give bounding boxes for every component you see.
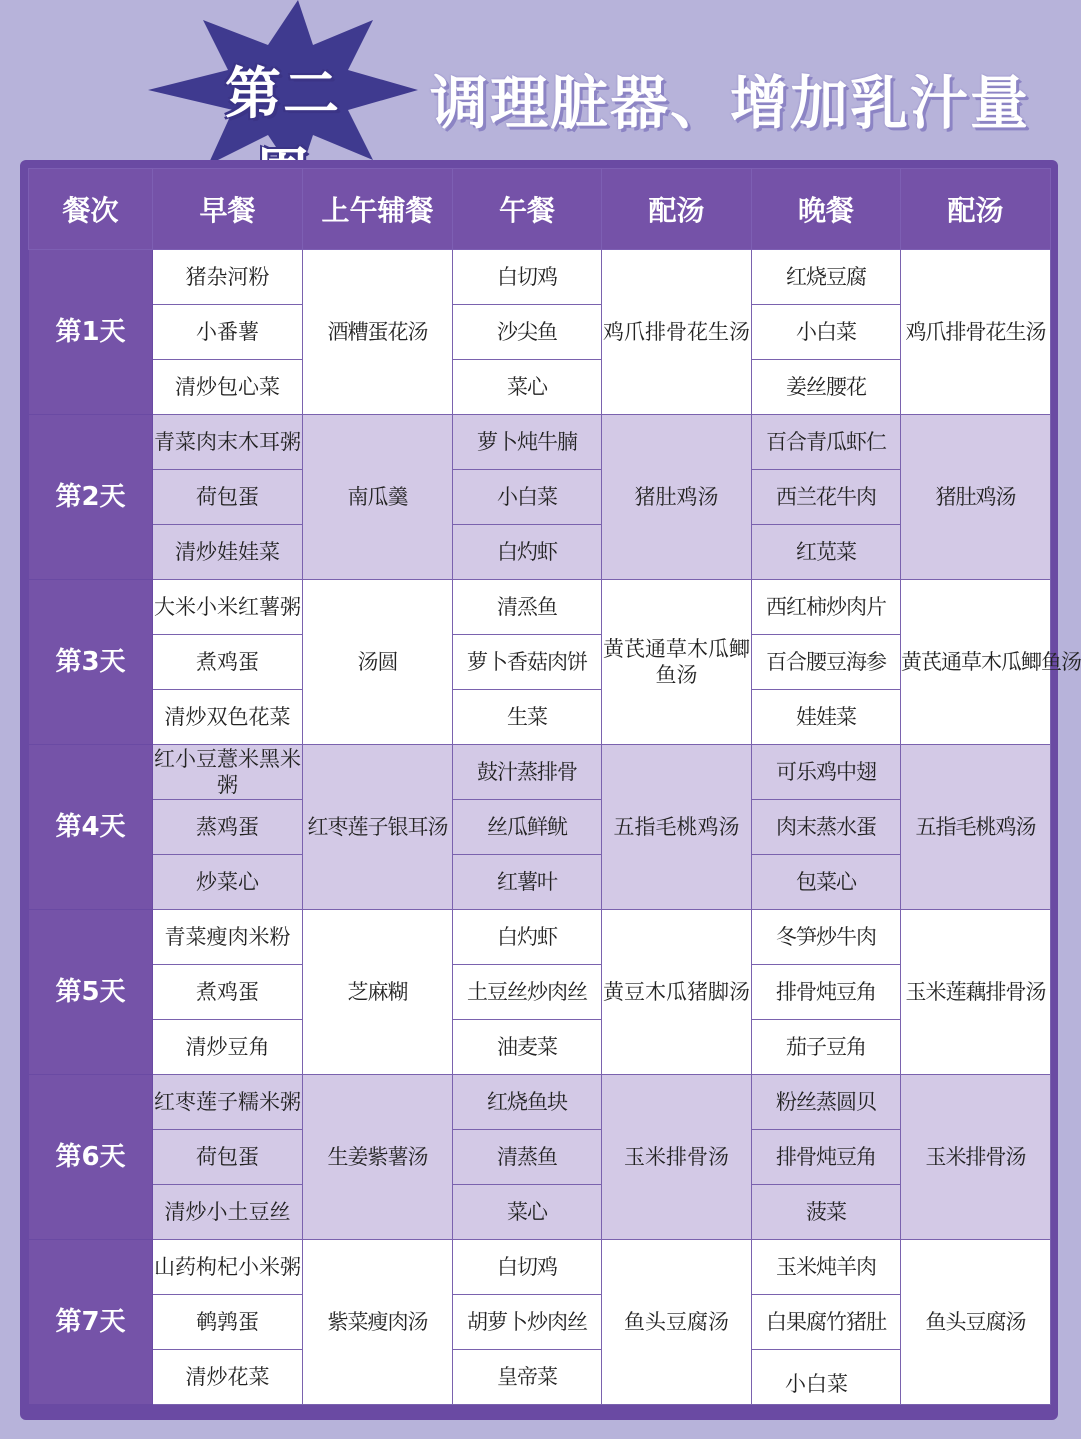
week-badge: 第二 (225, 62, 341, 127)
dinner-item: 红烧豆腐 (752, 250, 901, 305)
breakfast-item: 清炒小土豆丝 (153, 1185, 303, 1240)
column-header: 早餐 (153, 169, 303, 250)
lunch-item: 土豆丝炒肉丝 (453, 965, 602, 1020)
table-row (29, 360, 1051, 415)
dinner-item: 百合腰豆海参 (752, 635, 901, 690)
dinner-item: 西兰花牛肉 (752, 470, 901, 525)
snack-item: 芝麻糊 (303, 910, 453, 1075)
lunch-item: 胡萝卜炒肉丝 (453, 1295, 602, 1350)
table-row (29, 635, 1051, 690)
snack-item: 红枣莲子银耳汤 (303, 745, 453, 910)
lunch-item: 小白菜 (453, 470, 602, 525)
table-row (29, 1185, 1051, 1240)
lunch-item: 油麦菜 (453, 1020, 602, 1075)
snack-item: 汤圆 (303, 580, 453, 745)
lunch-item: 生菜 (453, 690, 602, 745)
dinner-item: 玉米炖羊肉 (752, 1240, 901, 1295)
dinner-item: 西红柿炒肉片 (752, 580, 901, 635)
dinner-item: 肉末蒸水蛋 (752, 800, 901, 855)
breakfast-item: 炒菜心 (153, 855, 303, 910)
snack-item: 南瓜羹 (303, 415, 453, 580)
breakfast-item: 大米小米红薯粥 (153, 580, 303, 635)
breakfast-item: 煮鸡蛋 (153, 635, 303, 690)
breakfast-item: 清炒双色花菜 (153, 690, 303, 745)
lunch-item: 清蒸鱼 (453, 1130, 602, 1185)
dinner-item: 百合青瓜虾仁 (752, 415, 901, 470)
dinner-soup: 玉米排骨汤 (901, 1075, 1051, 1240)
snack-item: 酒糟蛋花汤 (303, 250, 453, 415)
breakfast-item: 清炒包心菜 (153, 360, 303, 415)
table-row (29, 690, 1051, 745)
lunch-item: 红薯叶 (453, 855, 602, 910)
breakfast-item: 荷包蛋 (153, 1130, 303, 1185)
lunch-soup: 鸡爪排骨花生汤 (602, 250, 752, 415)
header-row (29, 169, 1051, 250)
column-header: 配汤 (602, 169, 752, 250)
day-label: 第3天 (29, 580, 153, 745)
table-row (29, 965, 1051, 1020)
dinner-item: 菠菜 (752, 1185, 901, 1240)
column-header: 午餐 (453, 169, 602, 250)
page-title: 调理脏器、增加乳汁量 (430, 69, 1031, 137)
dinner-item: 排骨炖豆角 (752, 965, 901, 1020)
meal-plan-table (28, 168, 1081, 1405)
lunch-item: 菜心 (453, 360, 602, 415)
dinner-item: 可乐鸡中翅 (752, 745, 901, 800)
dinner-soup: 玉米莲藕排骨汤 (901, 910, 1051, 1075)
breakfast-item: 山药枸杞小米粥 (153, 1240, 303, 1295)
title-area (0, 0, 1080, 160)
lunch-item: 白灼虾 (453, 525, 602, 580)
breakfast-item: 煮鸡蛋 (153, 965, 303, 1020)
dinner-item: 冬笋炒牛肉 (752, 910, 901, 965)
lunch-item: 白灼虾 (453, 910, 602, 965)
snack-item: 紫菜瘦肉汤 (303, 1240, 453, 1405)
lunch-soup: 猪肚鸡汤 (602, 415, 752, 580)
table-row (29, 525, 1051, 580)
dinner-item: 姜丝腰花 (752, 360, 901, 415)
table-row (29, 415, 1051, 470)
dinner-item: 小白菜 (752, 305, 901, 360)
dinner-item: 包菜心 (752, 855, 901, 910)
breakfast-item: 清炒花菜 (153, 1350, 303, 1405)
breakfast-item: 红枣莲子糯米粥 (153, 1075, 303, 1130)
lunch-soup: 五指毛桃鸡汤 (602, 745, 752, 910)
table-row (29, 1350, 1051, 1405)
snack-item: 生姜紫薯汤 (303, 1075, 453, 1240)
breakfast-item: 红小豆薏米黑米粥 (153, 745, 303, 800)
dinner-item: 排骨炖豆角 (752, 1130, 901, 1185)
lunch-soup: 玉米排骨汤 (602, 1075, 752, 1240)
trailing-note: 小白菜 (785, 1372, 848, 1396)
day-label: 第7天 (29, 1240, 153, 1405)
lunch-item: 红烧鱼块 (453, 1075, 602, 1130)
breakfast-item: 清炒豆角 (153, 1020, 303, 1075)
dinner-item: 娃娃菜 (752, 690, 901, 745)
column-header: 配汤 (901, 169, 1051, 250)
day-label: 第2天 (29, 415, 153, 580)
dinner-soup: 鸡爪排骨花生汤 (901, 250, 1051, 415)
table-row (29, 800, 1051, 855)
table-row (29, 1130, 1051, 1185)
table-row (29, 305, 1051, 360)
breakfast-item: 青菜肉末木耳粥 (153, 415, 303, 470)
breakfast-item: 青菜瘦肉米粉 (153, 910, 303, 965)
breakfast-item: 猪杂河粉 (153, 250, 303, 305)
column-header: 晚餐 (752, 169, 901, 250)
table-row (29, 910, 1051, 965)
dinner-item: 白果腐竹猪肚 (752, 1295, 901, 1350)
lunch-item: 白切鸡 (453, 1240, 602, 1295)
lunch-item: 白切鸡 (453, 250, 602, 305)
lunch-item: 丝瓜鲜鱿 (453, 800, 602, 855)
day-label: 第1天 (29, 250, 153, 415)
lunch-item: 萝卜香菇肉饼 (453, 635, 602, 690)
table-row (29, 745, 1051, 800)
lunch-item: 皇帝菜 (453, 1350, 602, 1405)
table-row (29, 580, 1051, 635)
lunch-item: 清烝鱼 (453, 580, 602, 635)
day-label: 第5天 (29, 910, 153, 1075)
breakfast-item: 小番薯 (153, 305, 303, 360)
dinner-item: 粉丝蒸圆贝 (752, 1075, 901, 1130)
dinner-item: 红苋菜 (752, 525, 901, 580)
column-header: 餐次 (29, 169, 153, 250)
table-row (29, 250, 1051, 305)
breakfast-item: 荷包蛋 (153, 470, 303, 525)
lunch-item: 沙尖鱼 (453, 305, 602, 360)
table-row (29, 1295, 1051, 1350)
breakfast-item: 蒸鸡蛋 (153, 800, 303, 855)
table-row (29, 855, 1051, 910)
dinner-soup: 五指毛桃鸡汤 (901, 745, 1051, 910)
lunch-item: 萝卜炖牛腩 (453, 415, 602, 470)
dinner-soup: 黄芪通草木瓜鲫鱼汤 (901, 580, 1051, 745)
breakfast-item: 清炒娃娃菜 (153, 525, 303, 580)
dinner-soup: 猪肚鸡汤 (901, 415, 1051, 580)
breakfast-item: 鹌鹑蛋 (153, 1295, 303, 1350)
table-row (29, 470, 1051, 525)
lunch-item: 鼓汁蒸排骨 (453, 745, 602, 800)
lunch-item: 菜心 (453, 1185, 602, 1240)
table-body (29, 250, 1081, 1405)
day-label: 第6天 (29, 1075, 153, 1240)
column-header: 上午辅餐 (303, 169, 453, 250)
table-row (29, 1075, 1051, 1130)
lunch-soup: 黄芪通草木瓜鲫鱼汤 (602, 580, 752, 745)
table-row (29, 1020, 1051, 1075)
dinner-soup: 鱼头豆腐汤 (901, 1240, 1051, 1405)
day-label: 第4天 (29, 745, 153, 910)
lunch-soup: 鱼头豆腐汤 (602, 1240, 752, 1405)
table-row (29, 1240, 1051, 1295)
dinner-item: 茄子豆角 (752, 1020, 901, 1075)
lunch-soup: 黄豆木瓜猪脚汤 (602, 910, 752, 1075)
